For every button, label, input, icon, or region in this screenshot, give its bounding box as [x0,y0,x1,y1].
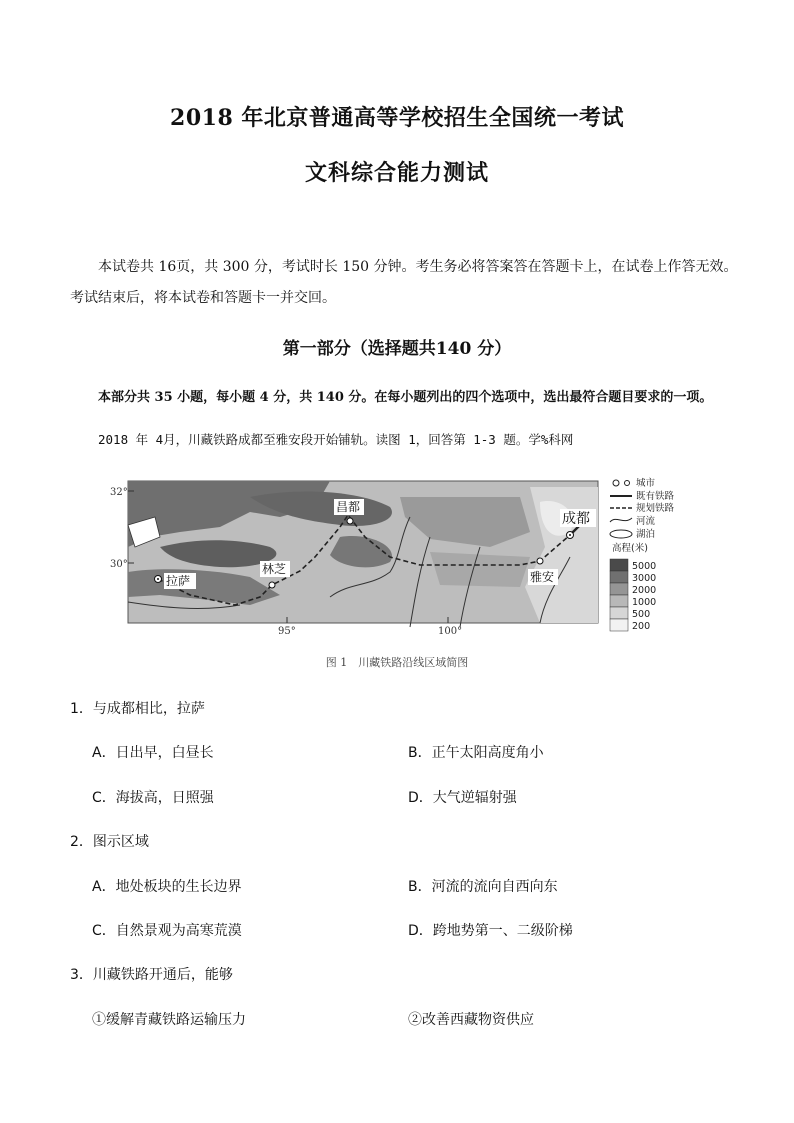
city-linzhi: 林芝 [262,562,287,576]
exam-subtitle: 文科综合能力测试 [304,160,489,186]
legend-city: 城市 [636,478,656,489]
city-lasa: 拉萨 [166,574,191,588]
city-marker-yaan [537,558,543,564]
part-heading: 第一部分（选择题共140 分） [282,339,512,359]
question-2-option-a: A．地处板块的生长边界 [92,879,242,895]
legend-lake: 湖泊 [636,529,656,540]
legend-river-icon [610,518,632,522]
city-chengdu: 成都 [562,511,590,527]
city-marker-changdu [347,518,353,524]
question-3-stem: 3．川藏铁路开通后，能够 [70,967,233,983]
map-legend [610,477,675,632]
intro-line-2: 考试结束后，将本试卷和答题卡一并交回。 [70,290,336,306]
legend-city-icon [613,480,619,486]
question-1-option-b: B．正午太阳高度角小 [408,745,544,761]
city-marker-linzhi [269,582,275,588]
legend-elev-200: 200 [632,621,651,632]
map-svg [100,477,690,637]
intro-line-1: 本试卷共 16页，共 300 分，考试时长 150 分钟。考生务必将答案答在答题卡上，在试卷上作答无效。 [98,259,738,275]
lat-label-30: 30° [110,559,128,570]
lat-label-32: 32° [110,487,128,498]
legend-planned-railway: 规划铁路 [636,503,675,514]
exam-title: 2018 年北京普通高等学校招生全国统一考试 [170,105,624,131]
question-lead: 2018 年 4月，川藏铁路成都至雅安段开始铺轨。读图 1，回答第 1-3 题。学%科网 [98,432,574,447]
question-1-option-d: D．大气逆辐射强 [408,790,517,806]
lon-label-95: 95° [278,626,296,637]
railway-map [100,477,690,637]
city-changdu: 昌都 [336,500,361,514]
legend-elev-500: 500 [632,609,651,620]
city-yaan: 雅安 [530,570,555,584]
question-1-stem: 1．与成都相比，拉萨 [70,701,205,717]
legend-lake-icon [610,530,632,538]
legend-elev-5000: 5000 [632,561,657,572]
question-1-option-a: A．日出早，白昼长 [92,745,214,761]
question-3-item-1: ①缓解青藏铁路运输压力 [92,1012,246,1028]
question-2-option-d: D．跨地势第一、二级阶梯 [408,923,573,939]
legend-existing-railway: 既有铁路 [636,491,675,502]
question-2-stem: 2．图示区域 [70,834,149,850]
map-caption: 图 1 川藏铁路沿线区域简图 [325,656,469,669]
legend-elevation-title: 高程(米) [612,543,648,554]
question-2-option-c: C．自然景观为高寒荒漠 [92,923,242,939]
legend-elev-3000: 3000 [632,573,657,584]
question-2-option-b: B．河流的流向自西向东 [408,879,558,895]
legend-elev-2000: 2000 [632,585,657,596]
question-1-option-c: C．海拔高，日照强 [92,790,214,806]
legend-elev-1000: 1000 [632,597,657,608]
legend-river: 河流 [636,516,656,527]
part-description: 本部分共 35 小题，每小题 4 分，共 140 分。在每小题列出的四个选项中，选出最符合题目要求的一项。 [98,390,713,405]
question-3-item-2: ②改善西藏物资供应 [408,1012,534,1028]
lon-label-100: 100° [438,626,463,637]
